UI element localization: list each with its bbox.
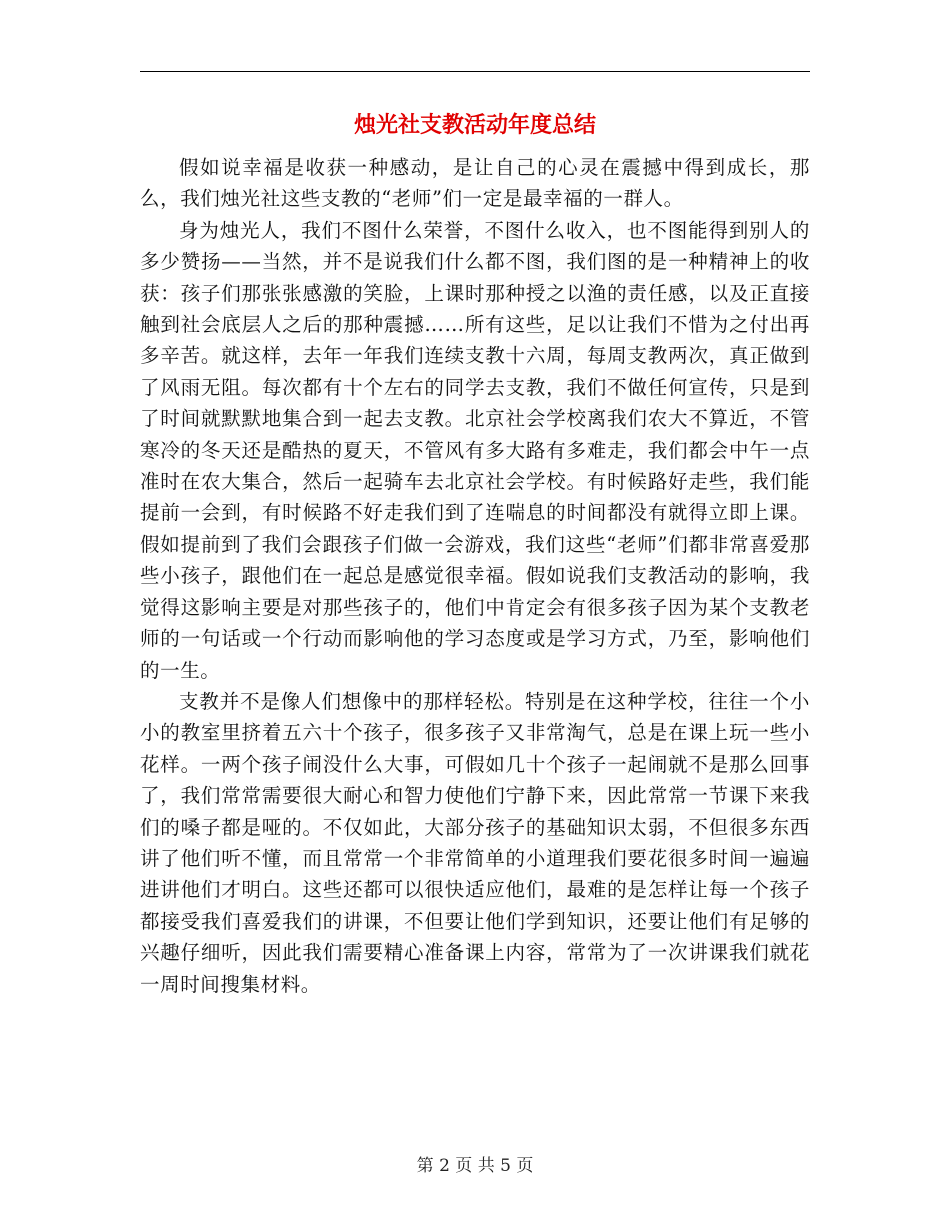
document-title: 烛光社支教活动年度总结	[353, 112, 596, 138]
document-body	[140, 152, 810, 1000]
paragraph-2: 身为烛光人，我们不图什么荣誉，不图什么收入，也不图能得到别人的多少赞扬——当然，并不是说我们什么都不图，我们图的是一种精神上的收获：孩子们那张张感激的笑脸，上课时那种授之以渔的责任感，以及正直接触到社会底层人之后的那种震撼……所有这些，足以让我们不惜为之付出再多辛苦。就这样，去年一年我们连续支教十六周，每周支教两次，真正做到了风雨无阻。每次都有十个左右的同学去支教，我们不做任何宣传，只是到了时间就默默地集合到一起去支教。北京社会学校离我们农大不算近，不管寒冷的冬天还是酷热的夏天，不管风有多大路有多难走，我们都会中午一点准时在农大集合，然后一起骑车去北京社会学校。有时候路好走些，我们能提前一会到，有时候路不好走我们到了连喘息的时间都没有就得立即上课。假如提前到了我们会跟孩子们做一会游戏，我们这些“老师”们都非常喜爱那些小孩子，跟他们在一起总是感觉很幸福。假如说我们支教活动的影响，我觉得这影响主要是对那些孩子的，他们中肯定会有很多孩子因为某个支教老师的一句话或一个行动而影响他的学习态度或是学习方式，乃至，影响他们的一生。	[140, 218, 810, 682]
paragraph-1: 假如说幸福是收获一种感动，是让自己的心灵在震撼中得到成长，那么，我们烛光社这些支教的“老师”们一定是最幸福的一群人。	[140, 156, 810, 211]
header-rule	[140, 71, 810, 72]
paragraph-3: 支教并不是像人们想像中的那样轻松。特别是在这种学校，往往一个小小的教室里挤着五六十个孩子，很多孩子又非常淘气，总是在课上玩一些小花样。一两个孩子闹没什么大事，可假如几十个孩子一起闹就不是那么回事了，我们常常需要很大耐心和智力使他们宁静下来，因此常常一节课下来我们的嗓子都是哑的。不仅如此，大部分孩子的基础知识太弱，不但很多东西讲了他们听不懂，而且常常一个非常简单的小道理我们要花很多时间一遍遍进讲他们才明白。这些还都可以很快适应他们，最难的是怎样让每一个孩子都接受我们喜爱我们的讲课，不但要让他们学到知识，还要让他们有足够的兴趣仔细听，因此我们需要精心准备课上内容，常常为了一次讲课我们就花一周时间搜集材料。	[140, 689, 810, 996]
page-number: 第 2 页 共 5 页	[416, 1156, 534, 1176]
